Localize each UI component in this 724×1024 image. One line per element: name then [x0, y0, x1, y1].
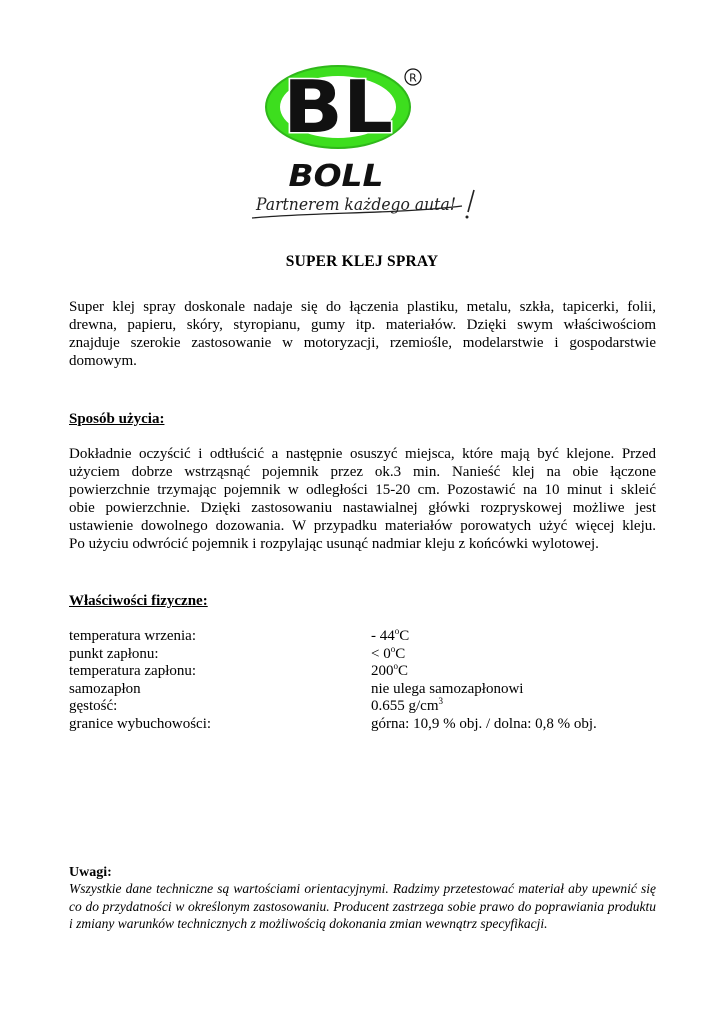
usage-line: użyciem dobrze wstrząsnąć pojemnik przez ok.3 min. Nanieść klej na obie łączone [69, 464, 656, 480]
property-row [69, 643, 669, 664]
usage-line: obie powierzchnie. Dzięki zastosowaniu nastawialnej główki rozpryskowej możliwe jest [69, 500, 656, 516]
boll-logo [238, 62, 488, 222]
property-value: nie ulega samozapłonowi [371, 680, 524, 697]
intro-line: Super klej spray doskonale nadaje się do łączenia plastiku, metalu, szkła, tapicerki, folii, [69, 299, 656, 315]
usage-line: powierzchnie trzymając pojemnik w odległości 15-20 cm. Pozostawić na 10 minut i skleić [69, 482, 656, 498]
property-value: 200$^o$C [371, 661, 409, 680]
property-label: punkt zapłonu: [69, 645, 159, 662]
intro-line: znajduje szerokie zastosowanie w motoryzacji, rzemiośle, modelarstwie i gospodarstwie [69, 335, 656, 351]
notes-text: Wszystkie dane techniczne są wartościami orientacyjnymi. Radzimy przetestować materiał aby upewnić się co do przydatności w określonym zastosowaniu. Producent zastrzega sobie prawo do poprawiania produktu i zmiany warunków technicznych z możliwością dokonania zmian wewnątrz specyfikacji. [69, 881, 656, 932]
property-value: - 44$^o$C [371, 626, 410, 644]
property-value: 0.655 $g/cm^3$ [371, 696, 443, 715]
property-row [69, 698, 669, 716]
property-label: gęstość: [69, 698, 118, 715]
logo-brand-text: BOLL [288, 159, 384, 194]
notes-heading: Uwagi: [69, 865, 112, 880]
intro-line: drewna, papieru, skóry, styropianu, gumy itp. materiałów. Dzięki swym właściwościom [69, 317, 656, 333]
property-label: temperatura zapłonu: [69, 663, 197, 680]
logo-slogan-signature: Partnerem każdego auta! [255, 195, 456, 215]
usage-heading: Sposób użycia: [69, 411, 165, 427]
property-value: < $0^oC$ [371, 643, 406, 662]
property-row [69, 716, 669, 734]
property-label: granice wybuchowości: [69, 715, 212, 732]
property-row [69, 681, 669, 699]
property-label: samozapłon [69, 680, 141, 697]
properties-table [69, 628, 669, 734]
properties-heading: Właściwości fizyczne: [69, 593, 208, 609]
intro-line: domowym. [69, 353, 137, 369]
usage-line: Dokładnie oczyścić i odtłuścić a następnie osuszyć miejsca, które mają być klejone. Przed [69, 446, 656, 462]
property-row [69, 628, 669, 646]
intro-paragraph [69, 298, 656, 370]
document-title: SUPER KLEJ SPRAY [285, 253, 439, 270]
usage-paragraph [69, 445, 656, 553]
signature-exclamation [468, 190, 474, 212]
property-value: górna: 10,9 % obj. / dolna: 0,8 % obj. [371, 715, 597, 732]
property-row [69, 663, 669, 681]
usage-line: Po użyciu odwrócić pojemnik i rozpylając usunąć nadmiar kleju z końcówki wylotowej. [69, 536, 599, 552]
logo-monogram: BL [283, 65, 393, 149]
registered-mark: R [409, 71, 417, 85]
property-label: temperatura wrzenia: [69, 628, 197, 644]
usage-line: ustawienie dowolnego dozowania. W przypadku materiałów porowatych użyć więcej kleju. [69, 518, 656, 534]
